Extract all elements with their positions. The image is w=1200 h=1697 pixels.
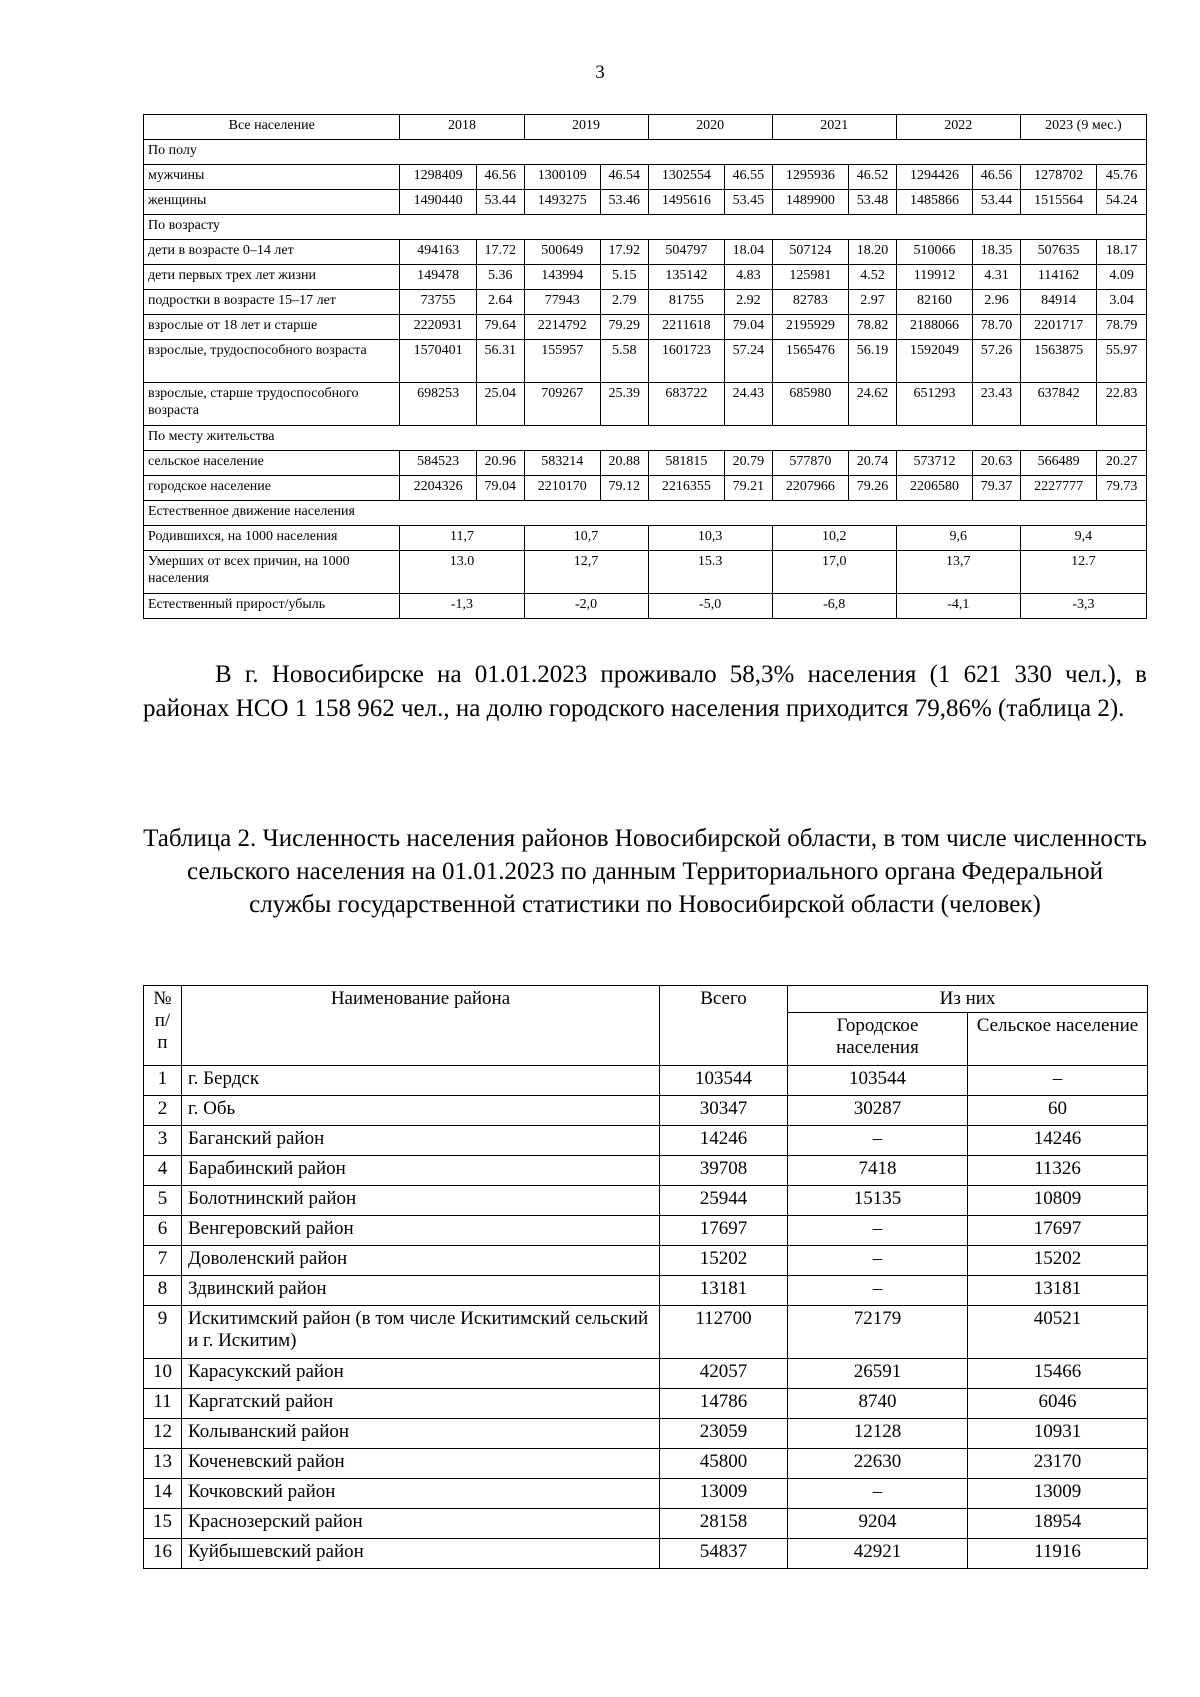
district-name: Доволенский район bbox=[182, 1246, 660, 1276]
table-cell: 2.64 bbox=[476, 290, 524, 315]
table-cell: 3.04 bbox=[1097, 290, 1147, 315]
rural-population: 18954 bbox=[968, 1509, 1148, 1539]
table-cell: -3,3 bbox=[1020, 594, 1146, 619]
district-name: Коченевский район bbox=[182, 1449, 660, 1479]
district-name: Каргатский район bbox=[182, 1389, 660, 1419]
table-cell: 1485866 bbox=[896, 190, 973, 215]
table-cell: 1601723 bbox=[648, 340, 725, 383]
table-cell: 494163 bbox=[400, 240, 477, 265]
table2-header-row bbox=[144, 986, 1148, 1013]
table-cell: 135142 bbox=[648, 265, 725, 290]
table-cell: 25.04 bbox=[476, 383, 524, 426]
row-label: Родившихся, на 1000 населения bbox=[144, 526, 400, 551]
table-cell: 57.26 bbox=[973, 340, 1021, 383]
urban-population: 15135 bbox=[788, 1186, 968, 1216]
total-population: 14786 bbox=[660, 1389, 788, 1419]
table-cell: 1495616 bbox=[648, 190, 725, 215]
total-population: 42057 bbox=[660, 1359, 788, 1389]
table-row bbox=[144, 315, 1147, 340]
table-cell: 683722 bbox=[648, 383, 725, 426]
urban-population: 12128 bbox=[788, 1419, 968, 1449]
table1-header-row bbox=[144, 115, 1147, 140]
row-label: дети первых трех лет жизни bbox=[144, 265, 400, 290]
table-cell: 9,4 bbox=[1020, 526, 1146, 551]
table-cell: 1570401 bbox=[400, 340, 477, 383]
rural-population: 13009 bbox=[968, 1479, 1148, 1509]
table-cell: 2.96 bbox=[973, 290, 1021, 315]
table-cell: 5.15 bbox=[601, 265, 649, 290]
section-row bbox=[144, 215, 1147, 240]
section-title: По месту жительства bbox=[144, 426, 1147, 451]
table-cell: 15.3 bbox=[648, 551, 772, 594]
table-cell: 2211618 bbox=[648, 315, 725, 340]
total-population: 25944 bbox=[660, 1186, 788, 1216]
total-population: 39708 bbox=[660, 1156, 788, 1186]
table-cell: 1295936 bbox=[772, 165, 849, 190]
total-population: 13009 bbox=[660, 1479, 788, 1509]
rural-population: 15202 bbox=[968, 1246, 1148, 1276]
table-cell: -4,1 bbox=[896, 594, 1020, 619]
table-cell: 1490440 bbox=[400, 190, 477, 215]
total-population: 13181 bbox=[660, 1276, 788, 1306]
col-header-of-which: Из них bbox=[788, 986, 1148, 1013]
table-cell: 20.74 bbox=[849, 451, 897, 476]
rural-population: 6046 bbox=[968, 1389, 1148, 1419]
table-cell: 125981 bbox=[772, 265, 849, 290]
table-cell: 2210170 bbox=[524, 476, 601, 501]
table-row bbox=[144, 451, 1147, 476]
table-cell: 79.37 bbox=[973, 476, 1021, 501]
table-row bbox=[144, 476, 1147, 501]
table-cell: 2207966 bbox=[772, 476, 849, 501]
table-row bbox=[144, 526, 1147, 551]
table-cell: 1302554 bbox=[648, 165, 725, 190]
summary-paragraph-text: В г. Новосибирске на 01.01.2023 проживало 58,3% населения (1 621 330 чел.), в районах НСО 1 158 962 чел., на долю городского населения приходится 79,86% (таблица 2). bbox=[143, 661, 1147, 722]
total-population: 23059 bbox=[660, 1419, 788, 1449]
table-row bbox=[144, 1246, 1148, 1276]
table-cell: 583214 bbox=[524, 451, 601, 476]
table-cell: 5.36 bbox=[476, 265, 524, 290]
table-row bbox=[144, 265, 1147, 290]
urban-population: – bbox=[788, 1126, 968, 1156]
row-label: Естественный прирост/убыль bbox=[144, 594, 400, 619]
table-row bbox=[144, 1359, 1148, 1389]
row-number: 2 bbox=[144, 1096, 182, 1126]
table-cell: 2188066 bbox=[896, 315, 973, 340]
table-row bbox=[144, 240, 1147, 265]
table-row bbox=[144, 1306, 1148, 1359]
table-cell: 2206580 bbox=[896, 476, 973, 501]
rural-population: 15466 bbox=[968, 1359, 1148, 1389]
table-cell: 24.62 bbox=[849, 383, 897, 426]
total-population: 54837 bbox=[660, 1539, 788, 1569]
table-cell: 79.64 bbox=[476, 315, 524, 340]
col-header-rural: Сельское население bbox=[968, 1013, 1148, 1066]
table-cell: 1489900 bbox=[772, 190, 849, 215]
table-cell: 2220931 bbox=[400, 315, 477, 340]
table-cell: 685980 bbox=[772, 383, 849, 426]
col-header-urban: Городское населения bbox=[788, 1013, 968, 1066]
district-name: Карасукский район bbox=[182, 1359, 660, 1389]
urban-population: 7418 bbox=[788, 1156, 968, 1186]
row-label: подростки в возрасте 15–17 лет bbox=[144, 290, 400, 315]
urban-population: 8740 bbox=[788, 1389, 968, 1419]
total-population: 28158 bbox=[660, 1509, 788, 1539]
rural-population: 11916 bbox=[968, 1539, 1148, 1569]
table-cell: 12,7 bbox=[524, 551, 648, 594]
row-number: 4 bbox=[144, 1156, 182, 1186]
table-cell: 20.96 bbox=[476, 451, 524, 476]
table-cell: 114162 bbox=[1020, 265, 1097, 290]
table-cell: 2214792 bbox=[524, 315, 601, 340]
table-cell: 79.26 bbox=[849, 476, 897, 501]
table-cell: 20.79 bbox=[725, 451, 773, 476]
table-cell: 4.52 bbox=[849, 265, 897, 290]
table-cell: 46.55 bbox=[725, 165, 773, 190]
table-cell: 55.97 bbox=[1097, 340, 1147, 383]
table-cell: 79.04 bbox=[725, 315, 773, 340]
row-number: 5 bbox=[144, 1186, 182, 1216]
row-label: сельское население bbox=[144, 451, 400, 476]
row-number: 12 bbox=[144, 1419, 182, 1449]
row-number: 11 bbox=[144, 1389, 182, 1419]
table-row bbox=[144, 290, 1147, 315]
table-cell: 9,6 bbox=[896, 526, 1020, 551]
table-cell: 78.79 bbox=[1097, 315, 1147, 340]
table-row bbox=[144, 340, 1147, 383]
urban-population: – bbox=[788, 1479, 968, 1509]
table-cell: 504797 bbox=[648, 240, 725, 265]
table-cell: 53.44 bbox=[476, 190, 524, 215]
table-cell: 1565476 bbox=[772, 340, 849, 383]
table-cell: 1563875 bbox=[1020, 340, 1097, 383]
table-cell: 18.04 bbox=[725, 240, 773, 265]
urban-population: – bbox=[788, 1276, 968, 1306]
table-cell: 2204326 bbox=[400, 476, 477, 501]
table-cell: 46.56 bbox=[476, 165, 524, 190]
table-cell: 119912 bbox=[896, 265, 973, 290]
table-cell: 46.54 bbox=[601, 165, 649, 190]
table-cell: -5,0 bbox=[648, 594, 772, 619]
table-cell: 79.29 bbox=[601, 315, 649, 340]
district-name: Колыванский район bbox=[182, 1419, 660, 1449]
table-cell: 2227777 bbox=[1020, 476, 1097, 501]
table-cell: 11,7 bbox=[400, 526, 524, 551]
table-cell: 1298409 bbox=[400, 165, 477, 190]
table-cell: 53.46 bbox=[601, 190, 649, 215]
table-row bbox=[144, 594, 1147, 619]
table-cell: -6,8 bbox=[772, 594, 896, 619]
row-label: взрослые, трудоспособного возраста bbox=[144, 340, 400, 383]
row-number: 6 bbox=[144, 1216, 182, 1246]
urban-population: 72179 bbox=[788, 1306, 968, 1359]
summary-paragraph bbox=[143, 658, 1147, 726]
table-cell: 1515564 bbox=[1020, 190, 1097, 215]
table-row bbox=[144, 1126, 1148, 1156]
table-cell: 79.73 bbox=[1097, 476, 1147, 501]
rural-population: – bbox=[968, 1066, 1148, 1096]
table-row bbox=[144, 1449, 1148, 1479]
table-row bbox=[144, 1156, 1148, 1186]
table-cell: 13.0 bbox=[400, 551, 524, 594]
year-header: 2023 (9 мес.) bbox=[1020, 115, 1146, 140]
table1-corner-label: Все население bbox=[144, 115, 400, 140]
table-cell: 2.79 bbox=[601, 290, 649, 315]
section-title: По полу bbox=[144, 140, 1147, 165]
row-number: 7 bbox=[144, 1246, 182, 1276]
col-header-number: № п/п bbox=[144, 986, 182, 1066]
table-cell: 2.97 bbox=[849, 290, 897, 315]
row-number: 14 bbox=[144, 1479, 182, 1509]
year-header: 2018 bbox=[400, 115, 524, 140]
table-cell: 12.7 bbox=[1020, 551, 1146, 594]
district-name: Здвинский район bbox=[182, 1276, 660, 1306]
table-cell: 1493275 bbox=[524, 190, 601, 215]
table-row bbox=[144, 1066, 1148, 1096]
table-row bbox=[144, 1276, 1148, 1306]
table-cell: 45.76 bbox=[1097, 165, 1147, 190]
row-number: 15 bbox=[144, 1509, 182, 1539]
table-cell: 584523 bbox=[400, 451, 477, 476]
district-name: Искитимский район (в том числе Искитимский сельский и г. Искитим) bbox=[182, 1306, 660, 1359]
col-header-total: Всего bbox=[660, 986, 788, 1066]
row-label: мужчины bbox=[144, 165, 400, 190]
section-title: По возрасту bbox=[144, 215, 1147, 240]
rural-population: 11326 bbox=[968, 1156, 1148, 1186]
table-cell: 698253 bbox=[400, 383, 477, 426]
table-cell: 56.19 bbox=[849, 340, 897, 383]
row-number: 9 bbox=[144, 1306, 182, 1359]
rural-population: 13181 bbox=[968, 1276, 1148, 1306]
total-population: 45800 bbox=[660, 1449, 788, 1479]
table-cell: 4.09 bbox=[1097, 265, 1147, 290]
row-number: 1 bbox=[144, 1066, 182, 1096]
table-cell: 81755 bbox=[648, 290, 725, 315]
table-cell: 17,0 bbox=[772, 551, 896, 594]
table-cell: 637842 bbox=[1020, 383, 1097, 426]
districts-population-table bbox=[143, 985, 1148, 1569]
urban-population: 42921 bbox=[788, 1539, 968, 1569]
row-number: 3 bbox=[144, 1126, 182, 1156]
table-cell: 2.92 bbox=[725, 290, 773, 315]
col-header-district-name: Наименование района bbox=[182, 986, 660, 1066]
table-row bbox=[144, 1216, 1148, 1246]
table-cell: 24.43 bbox=[725, 383, 773, 426]
table-cell: 53.45 bbox=[725, 190, 773, 215]
row-label: дети в возрасте 0–14 лет bbox=[144, 240, 400, 265]
total-population: 112700 bbox=[660, 1306, 788, 1359]
table-row bbox=[144, 1509, 1148, 1539]
table-cell: 2216355 bbox=[648, 476, 725, 501]
total-population: 103544 bbox=[660, 1066, 788, 1096]
table-cell: -1,3 bbox=[400, 594, 524, 619]
table-cell: 84914 bbox=[1020, 290, 1097, 315]
table-cell: 78.82 bbox=[849, 315, 897, 340]
section-title: Естественное движение населения bbox=[144, 501, 1147, 526]
table-cell: 20.63 bbox=[973, 451, 1021, 476]
table-cell: 573712 bbox=[896, 451, 973, 476]
row-label: женщины bbox=[144, 190, 400, 215]
year-header: 2022 bbox=[896, 115, 1020, 140]
table-row bbox=[144, 383, 1147, 426]
table-row bbox=[144, 165, 1147, 190]
urban-population: 103544 bbox=[788, 1066, 968, 1096]
district-name: Кочковский район bbox=[182, 1479, 660, 1509]
section-row bbox=[144, 501, 1147, 526]
table-cell: 5.58 bbox=[601, 340, 649, 383]
rural-population: 60 bbox=[968, 1096, 1148, 1126]
row-label: взрослые, старше трудоспособного возраста bbox=[144, 383, 400, 426]
rural-population: 17697 bbox=[968, 1216, 1148, 1246]
section-row bbox=[144, 426, 1147, 451]
table-cell: 4.31 bbox=[973, 265, 1021, 290]
population-structure-table bbox=[143, 114, 1147, 619]
district-name: Болотнинский район bbox=[182, 1186, 660, 1216]
table-cell: 79.12 bbox=[601, 476, 649, 501]
table-cell: 53.48 bbox=[849, 190, 897, 215]
row-number: 10 bbox=[144, 1359, 182, 1389]
row-number: 8 bbox=[144, 1276, 182, 1306]
year-header: 2021 bbox=[772, 115, 896, 140]
row-number: 13 bbox=[144, 1449, 182, 1479]
district-name: Баганский район bbox=[182, 1126, 660, 1156]
urban-population: – bbox=[788, 1216, 968, 1246]
total-population: 15202 bbox=[660, 1246, 788, 1276]
urban-population: 30287 bbox=[788, 1096, 968, 1126]
table-cell: 18.35 bbox=[973, 240, 1021, 265]
urban-population: 22630 bbox=[788, 1449, 968, 1479]
total-population: 17697 bbox=[660, 1216, 788, 1246]
urban-population: 26591 bbox=[788, 1359, 968, 1389]
table-cell: 56.31 bbox=[476, 340, 524, 383]
table-cell: 77943 bbox=[524, 290, 601, 315]
rural-population: 23170 bbox=[968, 1449, 1148, 1479]
table-row bbox=[144, 551, 1147, 594]
table-cell: 2195929 bbox=[772, 315, 849, 340]
table-cell: 149478 bbox=[400, 265, 477, 290]
year-header: 2020 bbox=[648, 115, 772, 140]
table-cell: 53.44 bbox=[973, 190, 1021, 215]
district-name: Барабинский район bbox=[182, 1156, 660, 1186]
table-cell: 1278702 bbox=[1020, 165, 1097, 190]
district-name: Куйбышевский район bbox=[182, 1539, 660, 1569]
table-row bbox=[144, 1539, 1148, 1569]
table-cell: 155957 bbox=[524, 340, 601, 383]
table-cell: 566489 bbox=[1020, 451, 1097, 476]
table-cell: 1592049 bbox=[896, 340, 973, 383]
row-label: Умерших от всех причин, на 1000 населения bbox=[144, 551, 400, 594]
table-cell: 46.52 bbox=[849, 165, 897, 190]
rural-population: 10931 bbox=[968, 1419, 1148, 1449]
table-row bbox=[144, 190, 1147, 215]
table-cell: 20.27 bbox=[1097, 451, 1147, 476]
table-cell: 143994 bbox=[524, 265, 601, 290]
table-cell: 510066 bbox=[896, 240, 973, 265]
district-name: г. Обь bbox=[182, 1096, 660, 1126]
table-cell: -2,0 bbox=[524, 594, 648, 619]
row-label: взрослые от 18 лет и старше bbox=[144, 315, 400, 340]
table-cell: 18.17 bbox=[1097, 240, 1147, 265]
table-cell: 57.24 bbox=[725, 340, 773, 383]
urban-population: – bbox=[788, 1246, 968, 1276]
rural-population: 40521 bbox=[968, 1306, 1148, 1359]
table-row bbox=[144, 1096, 1148, 1126]
table-cell: 709267 bbox=[524, 383, 601, 426]
table-row bbox=[144, 1479, 1148, 1509]
district-name: Венгеровский район bbox=[182, 1216, 660, 1246]
table-cell: 78.70 bbox=[973, 315, 1021, 340]
table-cell: 10,3 bbox=[648, 526, 772, 551]
table-cell: 73755 bbox=[400, 290, 477, 315]
table-cell: 18.20 bbox=[849, 240, 897, 265]
table-cell: 46.56 bbox=[973, 165, 1021, 190]
table-cell: 82783 bbox=[772, 290, 849, 315]
table-cell: 507635 bbox=[1020, 240, 1097, 265]
urban-population: 9204 bbox=[788, 1509, 968, 1539]
district-name: г. Бердск bbox=[182, 1066, 660, 1096]
table-cell: 82160 bbox=[896, 290, 973, 315]
total-population: 14246 bbox=[660, 1126, 788, 1156]
table-cell: 25.39 bbox=[601, 383, 649, 426]
table-cell: 4.83 bbox=[725, 265, 773, 290]
table-cell: 10,7 bbox=[524, 526, 648, 551]
table-cell: 22.83 bbox=[1097, 383, 1147, 426]
table-cell: 651293 bbox=[896, 383, 973, 426]
rural-population: 10809 bbox=[968, 1186, 1148, 1216]
table-row bbox=[144, 1389, 1148, 1419]
row-label: городское население bbox=[144, 476, 400, 501]
year-header: 2019 bbox=[524, 115, 648, 140]
table-cell: 17.72 bbox=[476, 240, 524, 265]
table-cell: 1294426 bbox=[896, 165, 973, 190]
table-cell: 23.43 bbox=[973, 383, 1021, 426]
section-row bbox=[144, 140, 1147, 165]
table-row bbox=[144, 1186, 1148, 1216]
table-cell: 577870 bbox=[772, 451, 849, 476]
table-cell: 500649 bbox=[524, 240, 601, 265]
district-name: Краснозерский район bbox=[182, 1509, 660, 1539]
table-cell: 79.21 bbox=[725, 476, 773, 501]
table-cell: 79.04 bbox=[476, 476, 524, 501]
table2-caption: Таблица 2. Численность населения районов Новосибирской области, в том числе численность сельского населения на 01.01.2023 по данным Территориального органа Федеральной службы государственной статистики по Новосибирской области (человек) bbox=[143, 825, 1147, 918]
table-row bbox=[144, 1419, 1148, 1449]
table-cell: 507124 bbox=[772, 240, 849, 265]
total-population: 30347 bbox=[660, 1096, 788, 1126]
rural-population: 14246 bbox=[968, 1126, 1148, 1156]
table-cell: 17.92 bbox=[601, 240, 649, 265]
table-cell: 581815 bbox=[648, 451, 725, 476]
table-cell: 13,7 bbox=[896, 551, 1020, 594]
table-cell: 1300109 bbox=[524, 165, 601, 190]
table-cell: 2201717 bbox=[1020, 315, 1097, 340]
page-number: 3 bbox=[595, 62, 605, 83]
table-cell: 10,2 bbox=[772, 526, 896, 551]
table-cell: 54.24 bbox=[1097, 190, 1147, 215]
row-number: 16 bbox=[144, 1539, 182, 1569]
table-cell: 20.88 bbox=[601, 451, 649, 476]
